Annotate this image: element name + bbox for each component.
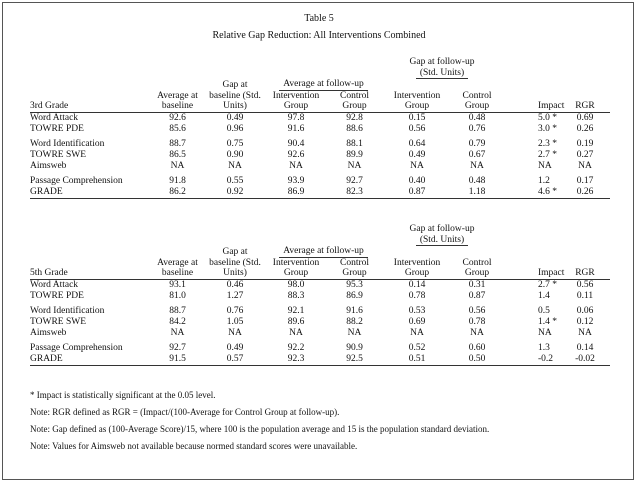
cell-rgr: 0.14 [576,342,594,353]
cell-gap-base: 0.76 [226,305,244,316]
cell-avg-int: 98.0 [287,279,305,290]
cell-rgr: 0.11 [576,290,594,301]
cell-gap-base: 0.57 [205,354,265,366]
cell-gap-base: 1.27 [226,290,244,301]
cell-avg-base: 92.7 [169,342,186,353]
cell-avg-int: 89.6 [287,316,305,327]
cell-avg-base: 91.5 [150,354,205,366]
header-spacer [30,258,150,269]
cell-gap-int: NA [410,160,424,171]
note-rgr-definition: Note: RGR defined as RGR = (Impact/(100-Average for Control Group at follow-up). [30,407,340,417]
header-intervention-l2: Group [382,268,452,279]
table-row [30,328,610,339]
cell-gap-ctrl: 0.60 [468,342,486,353]
cell-avg-base: 85.6 [169,123,186,134]
measure-name: Aimsweb [30,327,67,338]
header-gap-baseline-l2: baseline (Std. [209,90,261,101]
header-spacer [30,246,205,258]
header-gap-baseline-l3: Units) [205,268,265,279]
cell-gap-ctrl: 0.56 [468,305,486,316]
cell-avg-ctrl: 92.8 [346,112,363,123]
cell-impact: 2.7 * [538,149,557,160]
measure-name: GRADE [30,354,150,366]
grade-label: 5th Grade [30,268,150,279]
table-row [30,279,610,291]
table-row [30,317,610,328]
results-table-section [30,57,610,199]
cell-impact: 0.5 [538,305,550,316]
cell-avg-int: 97.8 [287,112,305,123]
cell-avg-ctrl: 88.6 [346,123,363,134]
cell-rgr: 0.06 [576,305,594,316]
cell-avg-base: 93.1 [169,279,186,290]
cell-rgr: 0.26 [560,187,610,199]
table-row [30,187,610,199]
cell-avg-ctrl: NA [347,327,362,338]
cell-gap-int: 0.14 [408,279,426,290]
header-spacer [30,79,205,91]
cell-avg-int: NA [289,160,303,171]
results-table-section [30,224,610,366]
header-intervention-l2: Group [382,101,452,112]
cell-rgr: NA [578,160,592,171]
cell-avg-ctrl: 88.2 [346,316,363,327]
cell-rgr: NA [578,327,592,338]
cell-gap-ctrl: 0.79 [468,138,486,149]
cell-impact: 2.7 * [538,279,557,290]
header-avg-followup [265,79,382,91]
cell-avg-int: 88.3 [287,290,305,301]
measure-name: GRADE [30,187,150,199]
cell-impact: 1.2 [538,175,550,186]
cell-gap-ctrl: 0.76 [468,123,486,134]
header-spacer [382,246,610,258]
cell-avg-ctrl: 90.9 [346,342,363,353]
table-row [30,306,610,317]
cell-impact: 1.3 [538,342,550,353]
measure-name: Aimsweb [30,160,67,171]
table-notes [30,390,620,458]
cell-avg-int: 92.3 [265,354,327,366]
header-control-l1: Control [462,90,492,101]
cell-avg-ctrl: 91.6 [346,305,363,316]
cell-rgr: -0.02 [560,354,610,366]
header-control-l1: Control [339,90,370,101]
cell-avg-int: 92.1 [287,305,305,316]
cell-rgr: 0.27 [576,149,594,160]
cell-gap-ctrl: NA [470,327,484,338]
header-impact: Impact [502,101,560,112]
header-control-l1: Control [339,257,370,268]
header-spacer [502,258,610,269]
header-gap-followup-line1: Gap at follow-up [409,224,475,234]
header-intervention-l1: Intervention [393,90,441,101]
cell-avg-ctrl: 88.1 [346,138,363,149]
measure-name: Word Identification [30,138,105,149]
measure-name: Word Identification [30,305,105,316]
cell-rgr: 0.56 [576,279,594,290]
header-spacer [30,91,150,102]
cell-gap-ctrl: 0.87 [468,290,486,301]
cell-avg-ctrl: 95.3 [346,279,363,290]
header-gap-baseline-l1: Gap at [222,247,248,257]
measure-name: Passage Comprehension [30,342,123,353]
header-gap-followup [382,224,502,246]
cell-rgr: 0.26 [576,123,594,134]
header-gap-baseline-l2: baseline (Std. [209,257,261,268]
cell-gap-base: 0.92 [205,187,265,199]
table-row [30,150,610,161]
cell-avg-int: 91.6 [287,123,305,134]
cell-gap-base: 0.49 [226,342,244,353]
table-row [30,161,610,172]
cell-gap-ctrl: 0.78 [468,316,486,327]
measure-name: TOWRE PDE [30,290,84,301]
note-significance: * Impact is statistically significant at the 0.05 level. [30,390,216,400]
cell-gap-ctrl: 1.18 [452,187,502,199]
header-avg-baseline-l1: Average at [157,257,198,268]
cell-gap-ctrl: 0.31 [468,279,486,290]
table-row [30,354,610,366]
cell-avg-base: NA [170,327,185,338]
cell-avg-int: 90.4 [287,138,305,149]
header-gap-baseline-l3: Units) [205,101,265,112]
cell-impact: 1.4 [538,290,550,301]
measure-name: Word Attack [30,279,79,290]
table-row [30,124,610,135]
measure-name: Word Attack [30,112,79,123]
header-spacer [502,224,610,246]
note-aimsweb: Note: Values for Aimsweb not available because normed standard scores were unavailable. [30,441,358,451]
cell-gap-base: 0.46 [226,279,244,290]
header-control-l2: Group [452,268,502,279]
header-gap-followup-line2: (Std. Units) [416,235,468,247]
cell-rgr: 0.12 [576,316,594,327]
measure-name: Passage Comprehension [30,175,123,186]
cell-gap-int: 0.56 [408,123,426,134]
cell-avg-int: 92.2 [287,342,305,353]
table-row [30,139,610,150]
cell-avg-ctrl: NA [347,160,362,171]
header-impact: Impact [502,268,560,279]
cell-gap-base: NA [228,160,242,171]
cell-gap-int: 0.15 [408,112,426,123]
header-avg-baseline-l2: baseline [150,101,205,112]
cell-impact: NA [538,327,552,338]
cell-avg-base: 84.2 [169,316,186,327]
cell-avg-base: 92.6 [169,112,186,123]
cell-gap-int: 0.69 [408,316,426,327]
cell-avg-ctrl: 82.3 [327,187,382,199]
header-spacer [30,57,382,79]
measure-name: TOWRE SWE [30,316,87,327]
cell-gap-base: 0.49 [226,112,244,123]
cell-gap-ctrl: 0.48 [468,175,486,186]
cell-avg-base: 81.0 [169,290,186,301]
cell-gap-base: 0.96 [226,123,244,134]
header-gap-followup-line2: (Std. Units) [416,68,468,80]
table-row [30,291,610,302]
cell-avg-base: 86.2 [150,187,205,199]
cell-impact: NA [538,160,552,171]
cell-gap-base: 0.55 [226,175,244,186]
cell-gap-int: NA [410,327,424,338]
cell-gap-base: 0.90 [226,149,244,160]
cell-avg-int: 92.6 [287,149,305,160]
header-gap-followup-line1: Gap at follow-up [409,57,475,67]
header-avg-followup-label: Average at follow-up [279,79,368,91]
table-title: Relative Gap Reduction: All Interventions Combined [212,30,426,41]
cell-avg-ctrl: 92.5 [327,354,382,366]
cell-impact: 5.0 * [538,112,557,123]
cell-avg-ctrl: 92.7 [346,175,363,186]
cell-impact: 2.3 * [538,138,557,149]
note-gap-definition: Note: Gap defined as (100-Average Score)/15, where 100 is the population average and 15 is the population standard deviation. [30,424,490,434]
cell-impact: 4.6 * [502,187,560,199]
header-rgr: RGR [560,101,610,112]
table-row [30,343,610,354]
cell-gap-ctrl: 0.48 [468,112,486,123]
header-intervention-l2: Group [265,101,327,112]
header-intervention-l1: Intervention [272,257,320,268]
cell-rgr: 0.19 [576,138,594,149]
cell-avg-base: 86.5 [169,149,186,160]
cell-avg-base: 88.7 [169,305,186,316]
cell-gap-int: 0.52 [408,342,426,353]
header-intervention-l2: Group [265,268,327,279]
cell-avg-int: NA [289,327,303,338]
header-gap-followup [382,57,502,79]
header-avg-baseline-l2: baseline [150,268,205,279]
cell-gap-int: 0.64 [408,138,426,149]
measure-name: TOWRE SWE [30,149,87,160]
header-intervention-l1: Intervention [393,257,441,268]
cell-gap-ctrl: NA [470,160,484,171]
cell-avg-base: 88.7 [169,138,186,149]
cell-gap-int: 0.78 [408,290,426,301]
header-spacer [502,91,610,102]
cell-gap-ctrl: 0.67 [468,149,486,160]
header-avg-baseline-l1: Average at [157,90,198,101]
cell-impact: -0.2 [502,354,560,366]
cell-avg-int: 93.9 [287,175,305,186]
cell-avg-ctrl: 86.9 [346,290,363,301]
cell-gap-int: 0.53 [408,305,426,316]
table-row [30,176,610,187]
cell-avg-int: 86.9 [265,187,327,199]
cell-rgr: 0.69 [576,112,594,123]
header-control-l2: Group [327,101,382,112]
grade-label: 3rd Grade [30,101,150,112]
header-avg-followup-label: Average at follow-up [279,246,368,258]
cell-avg-base: NA [170,160,185,171]
header-intervention-l1: Intervention [272,90,320,101]
cell-avg-ctrl: 89.9 [346,149,363,160]
cell-gap-base: NA [228,327,242,338]
cell-gap-base: 1.05 [226,316,244,327]
cell-impact: 3.0 * [538,123,557,134]
header-spacer [382,79,610,91]
cell-gap-int: 0.51 [382,354,452,366]
header-avg-followup [265,246,382,258]
header-spacer [502,57,610,79]
header-gap-baseline-l1: Gap at [222,80,248,90]
cell-gap-int: 0.49 [408,149,426,160]
table-row [30,112,610,124]
cell-avg-base: 91.8 [169,175,186,186]
cell-gap-int: 0.40 [408,175,426,186]
header-control-l2: Group [327,268,382,279]
cell-gap-int: 0.87 [382,187,452,199]
cell-impact: 1.4 * [538,316,557,327]
cell-rgr: 0.17 [576,175,594,186]
cell-gap-base: 0.75 [226,138,244,149]
cell-gap-ctrl: 0.50 [452,354,502,366]
table-number: Table 5 [304,13,334,24]
measure-name: TOWRE PDE [30,123,84,134]
header-control-l2: Group [452,101,502,112]
header-spacer [30,224,382,246]
header-control-l1: Control [462,257,492,268]
header-rgr: RGR [560,268,610,279]
